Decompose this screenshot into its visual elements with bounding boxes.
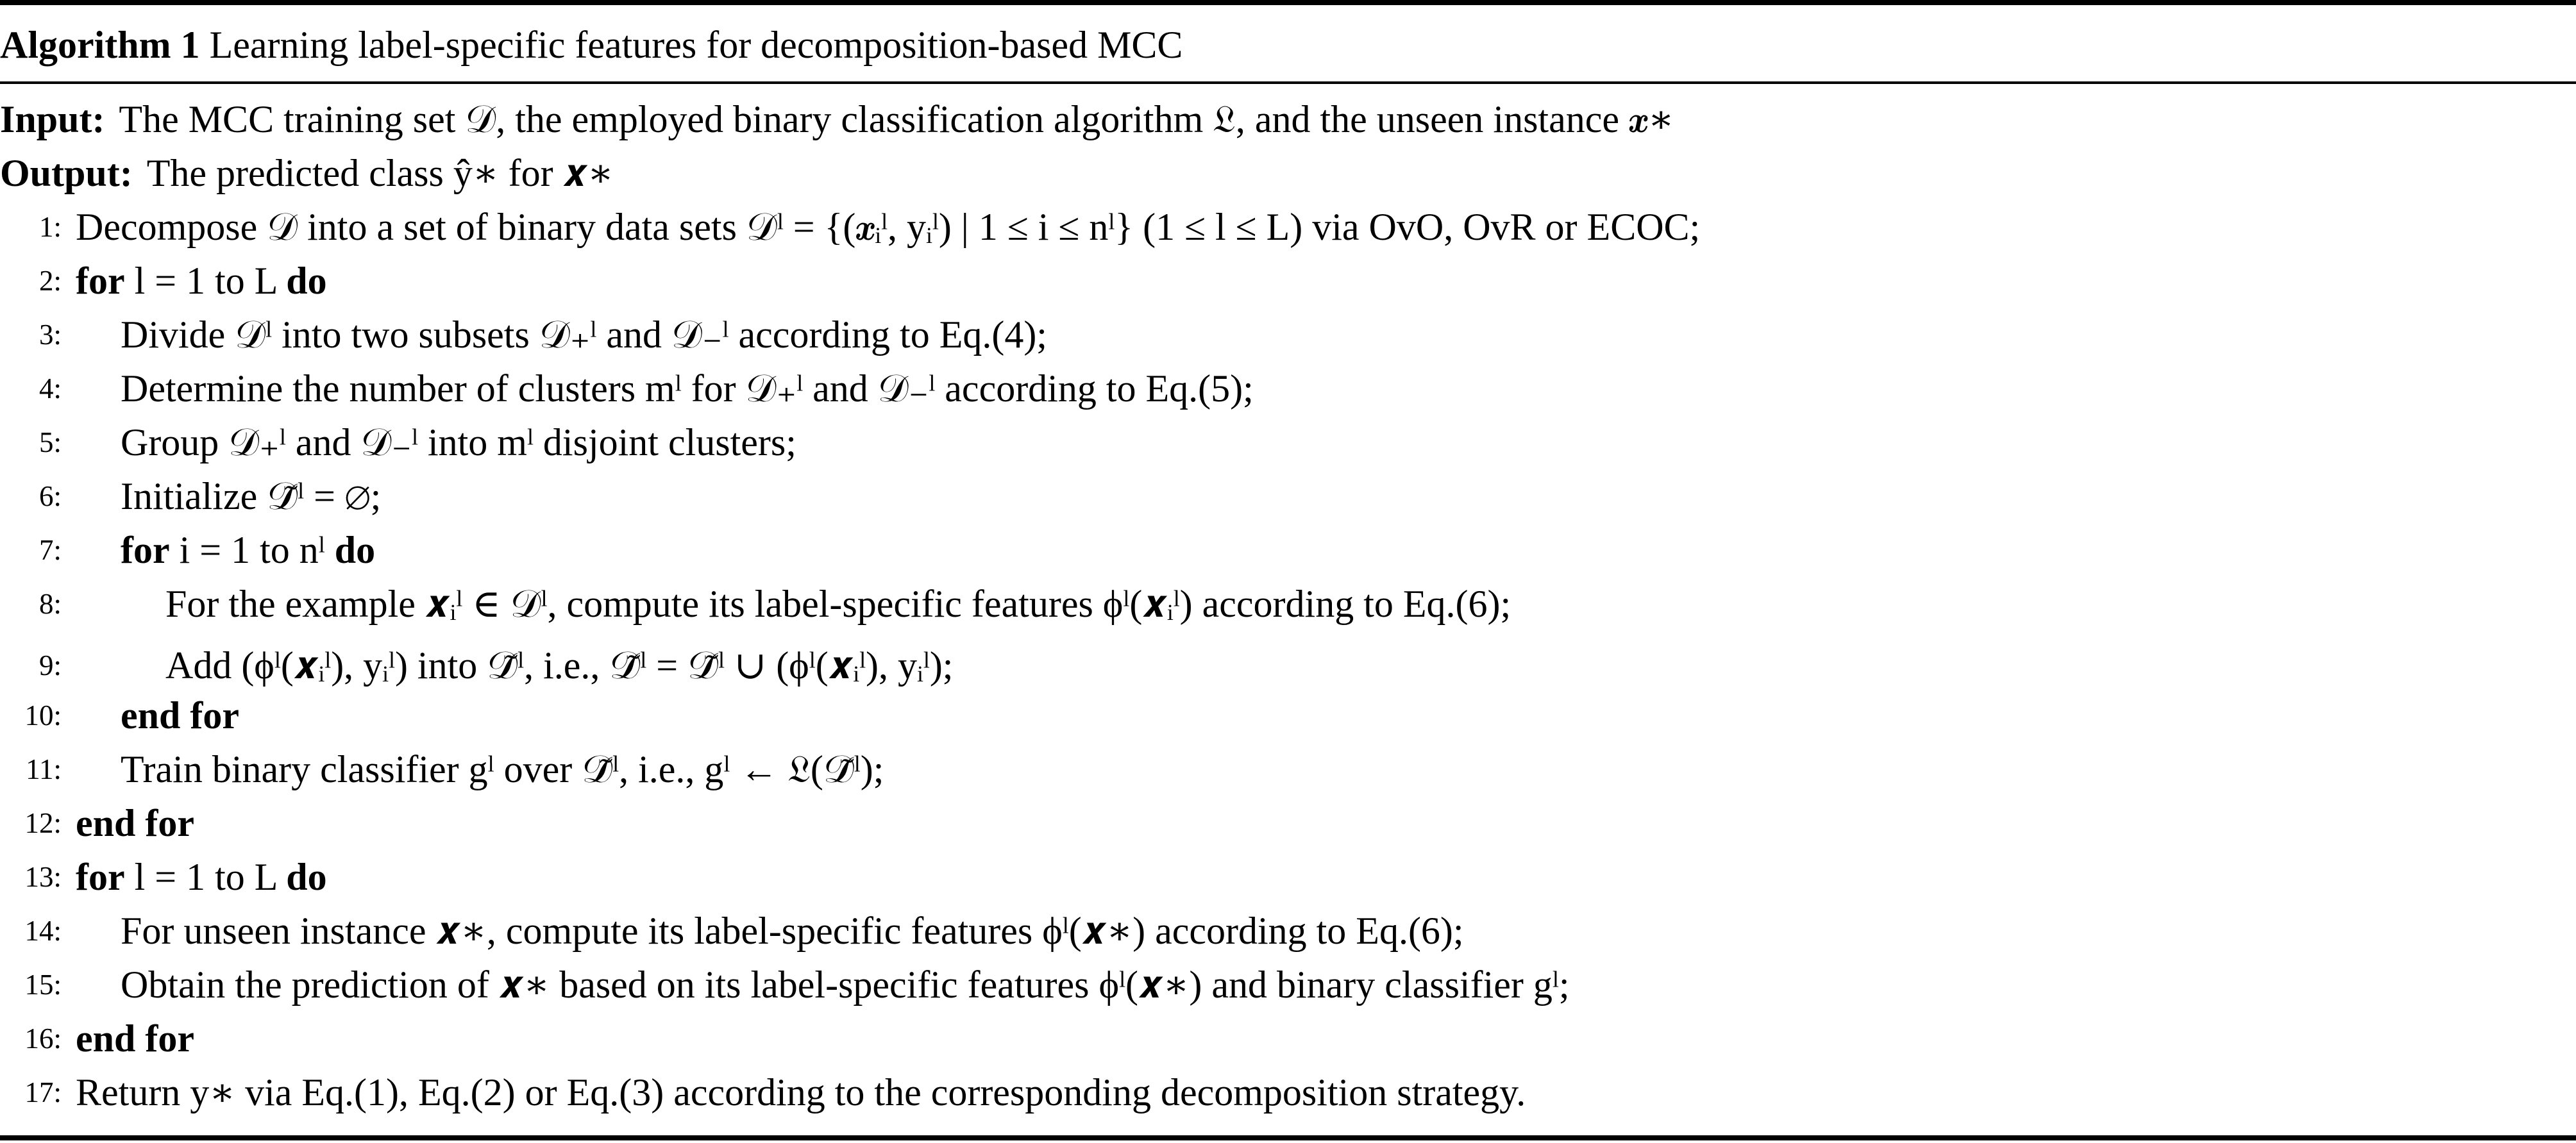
input-text: The MCC training set 𝒟, the employed binary classification algorithm 𝔏, and the unseen instance 𝒙∗ xyxy=(119,98,1674,140)
caption-rule xyxy=(0,81,2576,84)
line-text: Add (ϕˡ(𝒙ᵢˡ), yᵢˡ) into 𝒟̃ˡ, i.e., 𝒟̃ˡ = 𝒟̃ˡ ∪ (ϕˡ(𝒙ᵢˡ), yᵢˡ); xyxy=(165,644,954,687)
line-number: 11: xyxy=(26,753,62,785)
line-number: 1: xyxy=(38,211,62,243)
line-number: 14: xyxy=(24,915,62,947)
line-text: Determine the number of clusters mˡ for 𝒟₊ˡ and 𝒟₋ˡ according to Eq.(5); xyxy=(121,367,1254,410)
algorithm-label: Algorithm 1 xyxy=(0,24,200,66)
line-text: end for xyxy=(121,694,239,737)
line-number: 17: xyxy=(24,1076,62,1108)
line-number: 15: xyxy=(24,969,62,1001)
line-number: 16: xyxy=(24,1022,62,1055)
line-number: 2: xyxy=(38,265,62,297)
line-number: 8: xyxy=(38,588,62,620)
line-number: 7: xyxy=(38,534,62,566)
line-text: For the example 𝒙ᵢˡ ∈ 𝒟ˡ, compute its label-specific features ϕˡ(𝒙ᵢˡ) according to Eq.(6); xyxy=(165,583,1511,625)
line-number: 13: xyxy=(24,861,62,893)
output-text: The predicted class ŷ∗ for 𝒙∗ xyxy=(146,152,614,194)
output-line xyxy=(0,146,614,200)
line-text: end for xyxy=(76,1017,194,1060)
line-text: Return y∗ via Eq.(1), Eq.(2) or Eq.(3) according to the corresponding decomposition strategy. xyxy=(76,1071,1526,1114)
line-text: end for xyxy=(76,802,194,844)
line-number: 10: xyxy=(24,699,62,731)
line-text: Obtain the prediction of 𝒙∗ based on its label-specific features ϕˡ(𝒙∗) and binary classifier gˡ; xyxy=(121,964,1570,1006)
line-text: for l = 1 to L do xyxy=(76,260,327,302)
output-label: Output: xyxy=(0,152,133,194)
line-number: 12: xyxy=(24,807,62,839)
line-text: Group 𝒟₊ˡ and 𝒟₋ˡ into mˡ disjoint clusters; xyxy=(121,421,796,463)
line-number: 4: xyxy=(38,372,62,405)
line-text: For unseen instance 𝒙∗, compute its label-specific features ϕˡ(𝒙∗) according to Eq.(6); xyxy=(121,910,1464,952)
input-label: Input: xyxy=(0,98,105,140)
line-number: 5: xyxy=(38,426,62,458)
line-text: Initialize 𝒟̃ˡ = ∅; xyxy=(121,475,382,517)
input-line xyxy=(0,92,1674,146)
line-number: 6: xyxy=(38,480,62,512)
bottom-rule xyxy=(0,1135,2576,1140)
line-text: for i = 1 to nˡ do xyxy=(121,529,376,571)
algorithm-title: Learning label-specific features for decomposition-based MCC xyxy=(209,24,1183,66)
line-text: Train binary classifier gˡ over 𝒟̃ˡ, i.e., gˡ ← 𝔏(𝒟̃ˡ); xyxy=(121,748,884,790)
line-text: Divide 𝒟ˡ into two subsets 𝒟₊ˡ and 𝒟₋ˡ according to Eq.(4); xyxy=(121,313,1047,356)
line-text: Decompose 𝒟 into a set of binary data sets 𝒟ˡ = {(𝒙ᵢˡ, yᵢˡ) | 1 ≤ i ≤ nˡ} (1 ≤ l ≤ L) via OvO, OvR or ECOC; xyxy=(76,206,1701,248)
line-number: 9: xyxy=(38,649,62,681)
algorithm-caption xyxy=(0,14,1183,76)
line-text: for l = 1 to L do xyxy=(76,856,327,898)
line-number: 3: xyxy=(38,319,62,351)
top-rule xyxy=(0,0,2576,5)
